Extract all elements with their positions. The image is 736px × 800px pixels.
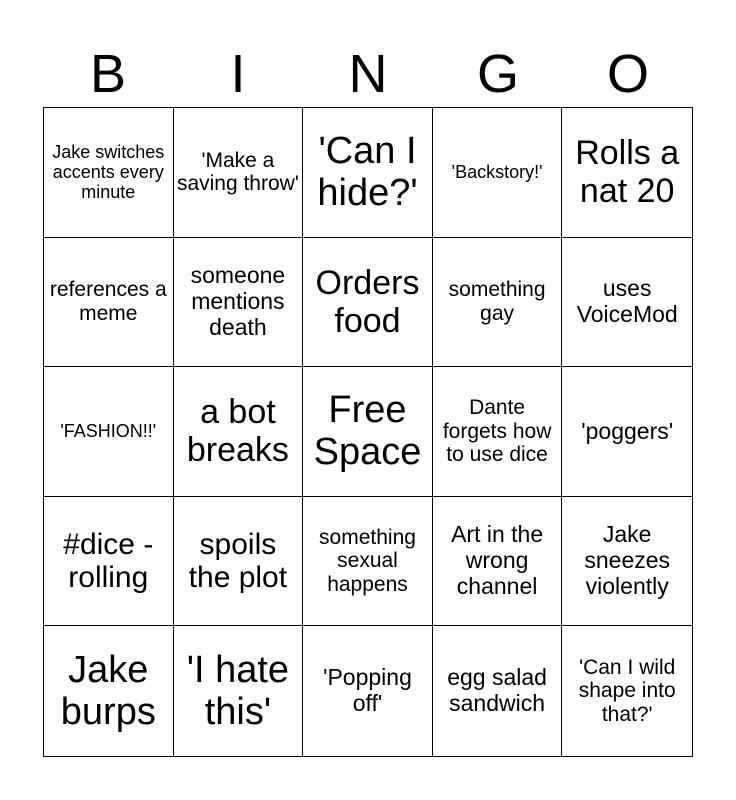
header-letter-b: B — [89, 44, 127, 104]
bingo-cell-r5c1[interactable]: Jake burps — [44, 626, 174, 756]
bingo-cell-r2c2[interactable]: someone mentions death — [174, 238, 304, 368]
bingo-cell-r4c3[interactable]: something sexual happens — [303, 497, 433, 627]
bingo-cell-r4c2[interactable]: spoils the plot — [174, 497, 304, 627]
bingo-cell-r4c5[interactable]: Jake sneezes violently — [562, 497, 692, 627]
bingo-cell-r1c3[interactable]: 'Can I hide?' — [303, 108, 433, 238]
bingo-cell-r2c3[interactable]: Orders food — [303, 238, 433, 368]
header-letter-n: N — [348, 44, 388, 104]
bingo-cell-r3c4[interactable]: Dante forgets how to use dice — [433, 367, 563, 497]
bingo-cell-r4c4[interactable]: Art in the wrong channel — [433, 497, 563, 627]
bingo-cell-r3c5[interactable]: 'poggers' — [562, 367, 692, 497]
bingo-cell-r1c5[interactable]: Rolls a nat 20 — [562, 108, 692, 238]
header-letter-i: I — [230, 44, 246, 104]
bingo-cell-r2c1[interactable]: references a meme — [44, 238, 174, 368]
bingo-cell-r5c2[interactable]: 'I hate this' — [174, 626, 304, 756]
bingo-cell-r3c2[interactable]: a bot breaks — [174, 367, 304, 497]
bingo-cell-r5c5[interactable]: 'Can I wild shape into that?' — [578, 655, 676, 726]
bingo-cell-r5c4[interactable]: egg salad sandwich — [433, 626, 563, 756]
bingo-cell-r4c1[interactable]: #dice -rolling — [44, 497, 174, 627]
bingo-cell-r1c4[interactable]: 'Backstory!' — [433, 108, 563, 238]
header-letter-o: O — [606, 44, 649, 104]
bingo-cell-r1c2[interactable]: 'Make a saving throw' — [174, 108, 304, 238]
bingo-cell-r3c1[interactable]: 'FASHION!!' — [44, 367, 174, 497]
bingo-cell-r5c3[interactable]: 'Popping off' — [303, 626, 433, 756]
bingo-cell-r3c3[interactable]: Free Space — [303, 367, 433, 497]
bingo-header — [43, 40, 693, 108]
bingo-cell-r1c1[interactable]: Jake switches accents every minute — [44, 108, 174, 238]
bingo-cell-r2c5[interactable]: uses VoiceMod — [562, 238, 692, 368]
header-letter-g: G — [476, 44, 519, 104]
bingo-grid — [43, 107, 693, 757]
bingo-cell-r2c4[interactable]: something gay — [433, 238, 563, 368]
